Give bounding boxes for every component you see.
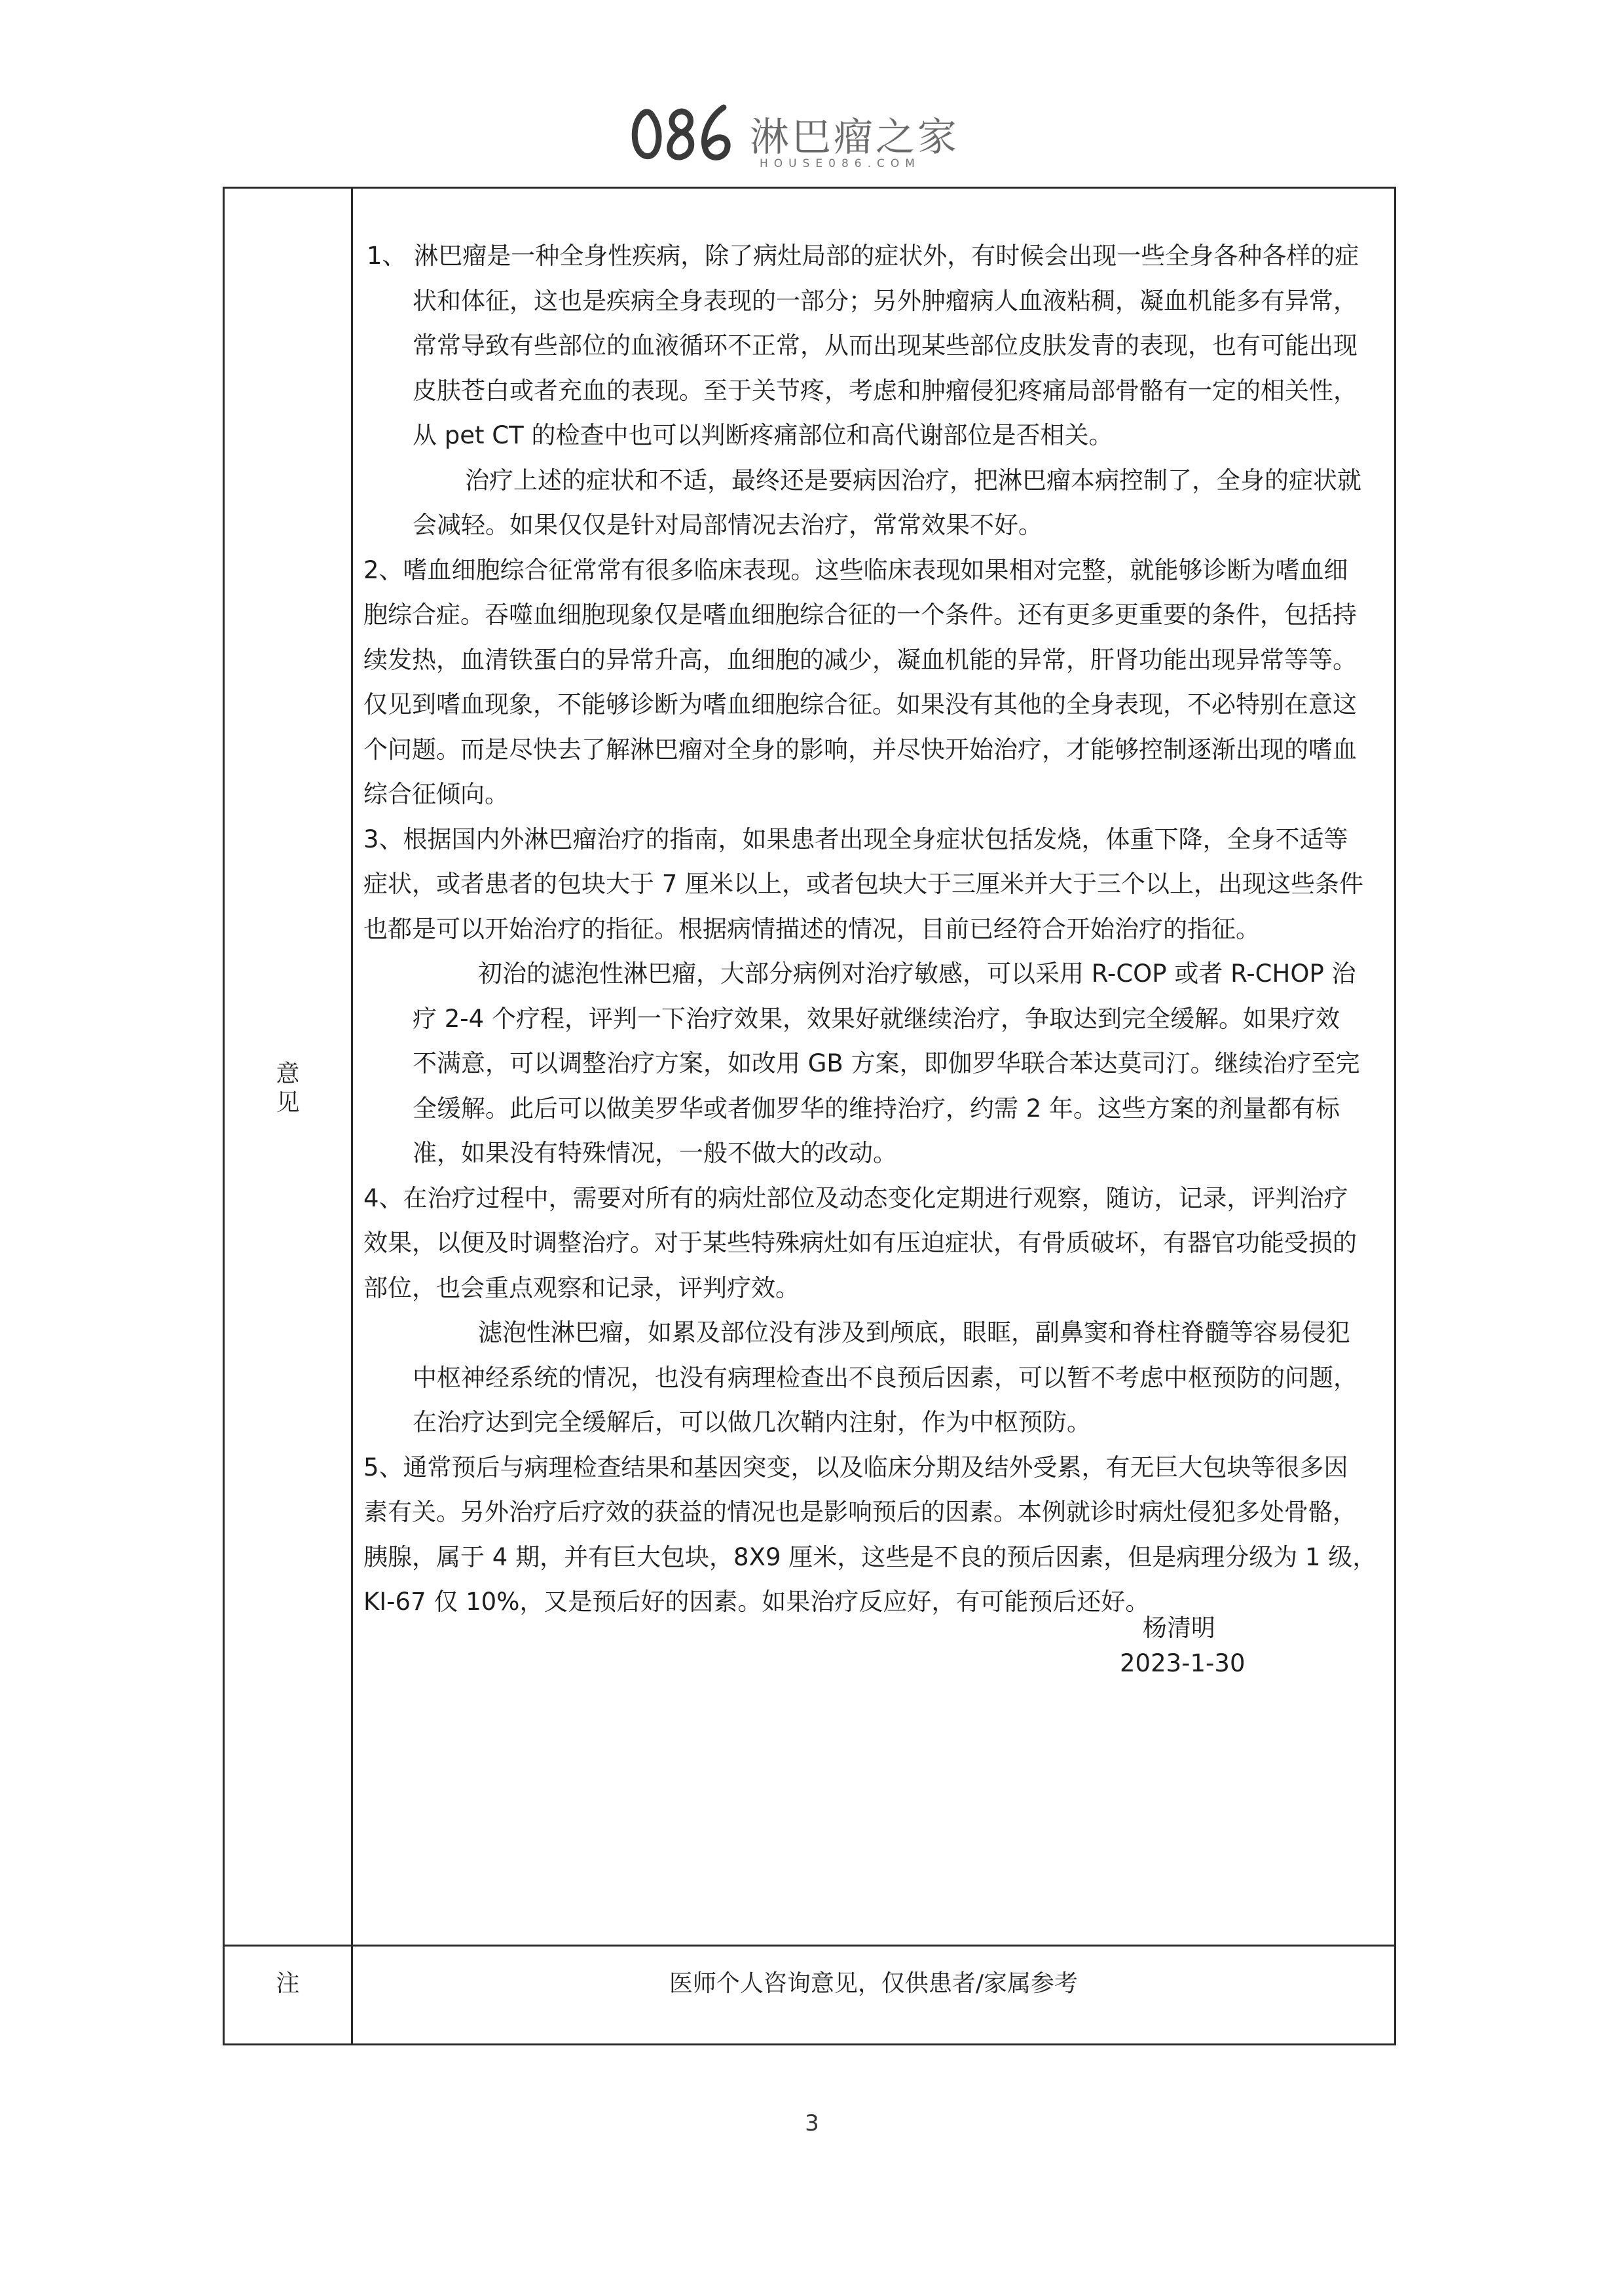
paragraph-line: 3、根据国内外淋巴瘤治疗的指南，如果患者出现全身症状包括发烧，体重下降，全身不适等: [363, 825, 1348, 853]
table-divider-horizontal: [225, 1945, 1394, 1947]
logo-title-cn: 淋巴瘤之家: [750, 115, 959, 160]
paragraph-line: 滤泡性淋巴瘤，如累及部位没有涉及到颅底，眼眶，副鼻窦和脊柱脊髓等容易侵犯: [478, 1318, 1350, 1347]
paragraph-line: 状和体征，这也是疾病全身表现的一部分；另外肿瘤病人血液粘稠，凝血机能多有异常，: [413, 286, 1357, 315]
paragraph-line: 治疗上述的症状和不适，最终还是要病因治疗，把淋巴瘤本病控制了，全身的症状就: [465, 466, 1361, 494]
paragraph-line: 个问题。而是尽快去了解淋巴瘤对全身的影响，并尽快开始治疗，才能够控制逐渐出现的嗜血: [363, 735, 1357, 764]
site-logo: [625, 98, 966, 177]
paragraph-line: 2、嗜血细胞综合征常常有很多临床表现。这些临床表现如果相对完整，就能够诊断为嗜血细: [363, 555, 1348, 584]
note-label: 注: [276, 1970, 300, 1997]
paragraph-line: 初治的滤泡性淋巴瘤，大部分病例对治疗敏感，可以采用 R-COP 或者 R-CHOP 治: [478, 960, 1356, 988]
paragraph-line: 在治疗达到完全缓解后，可以做几次鞘内注射，作为中枢预防。: [413, 1408, 1091, 1436]
paragraph-line: 4、在治疗过程中，需要对所有的病灶部位及动态变化定期进行观察，随访，记录，评判治疗: [363, 1184, 1348, 1212]
paragraph-line: 效果，以便及时调整治疗。对于某些特殊病灶如有压迫症状，有骨质破坏，有器官功能受损的: [363, 1229, 1357, 1257]
paragraph-line: 仅见到嗜血现象，不能够诊断为嗜血细胞综合征。如果没有其他的全身表现，不必特别在意这: [363, 690, 1357, 718]
paragraph-line: 综合征倾向。: [363, 780, 509, 808]
paragraph-line: 不满意，可以调整治疗方案，如改用 GB 方案，即伽罗华联合苯达莫司汀。继续治疗至完: [413, 1049, 1360, 1077]
note-text: 医师个人咨询意见，仅供患者/家属参考: [669, 1970, 1079, 1997]
paragraph-line: KI-67 仅 10%，又是预后好的因素。如果治疗反应好，有可能预后还好。: [363, 1588, 1150, 1616]
paragraph-line: 胞综合症。吞噬血细胞现象仅是嗜血细胞综合征的一个条件。还有更多更重要的条件，包括持: [363, 601, 1357, 629]
paragraph-line: 续发热，血清铁蛋白的异常升高，血细胞的减少，凝血机能的异常，肝肾功能出现异常等等。: [363, 645, 1357, 674]
paragraph-line: 常常导致有些部位的血液循环不正常，从而出现某些部位皮肤发青的表现，也有可能出现: [413, 331, 1357, 360]
logo-086-mark: [625, 98, 737, 170]
opinion-date: 2023-1-30: [1120, 1649, 1246, 1677]
paragraph-line: 从 pet CT 的检查中也可以判断疼痛部位和高代谢部位是否相关。: [413, 421, 1113, 449]
paragraph-line: 也都是可以开始治疗的指征。根据病情描述的情况，目前已经符合开始治疗的指征。: [363, 914, 1260, 943]
table-divider-vertical: [351, 189, 353, 2043]
opinion-label: [225, 1060, 351, 1117]
paragraph-line: 全缓解。此后可以做美罗华或者伽罗华的维持治疗，约需 2 年。这些方案的剂量都有标: [413, 1094, 1340, 1123]
paragraph-line: 症状，或者患者的包块大于 7 厘米以上，或者包块大于三厘米并大于三个以上，出现这些条件: [363, 870, 1364, 898]
opinion-content: [363, 234, 1388, 1625]
opinion-label-text: 意见: [276, 1060, 300, 1116]
logo-subtitle-en: HOUSE086.COM: [760, 157, 921, 170]
paragraph-line: 素有关。另外治疗后疗效的获益的情况也是影响预后的因素。本例就诊时病灶侵犯多处骨骼，: [363, 1498, 1357, 1526]
page-number: 3: [805, 2110, 819, 2136]
paragraph-line: 会减轻。如果仅仅是针对局部情况去治疗，常常效果不好。: [413, 511, 1043, 539]
paragraph-line: 部位，也会重点观察和记录，评判疗效。: [363, 1273, 800, 1302]
paragraph-line: 皮肤苍白或者充血的表现。至于关节疼，考虑和肿瘤侵犯疼痛局部骨骼有一定的相关性，: [413, 376, 1357, 405]
doctor-signature: 杨清明: [1143, 1614, 1215, 1642]
paragraph-line: 胰腺，属于 4 期，并有巨大包块，8X9 厘米，这些是不良的预后因素，但是病理分级为 1 级，: [363, 1542, 1377, 1571]
paragraph-line: 疗 2-4 个疗程，评判一下治疗效果，效果好就继续治疗，争取达到完全缓解。如果疗效: [413, 1004, 1340, 1033]
paragraph-line: 中枢神经系统的情况，也没有病理检查出不良预后因素，可以暂不考虑中枢预防的问题，: [413, 1363, 1357, 1392]
paragraph-line: 准，如果没有特殊情况，一般不做大的改动。: [413, 1139, 897, 1167]
paragraph-line: 5、通常预后与病理检查结果和基因突变，以及临床分期及结外受累，有无巨大包块等很多因: [363, 1453, 1348, 1482]
paragraph-line: 1、 淋巴瘤是一种全身性疾病，除了病灶局部的症状外，有时候会出现一些全身各种各样的症: [367, 242, 1359, 270]
